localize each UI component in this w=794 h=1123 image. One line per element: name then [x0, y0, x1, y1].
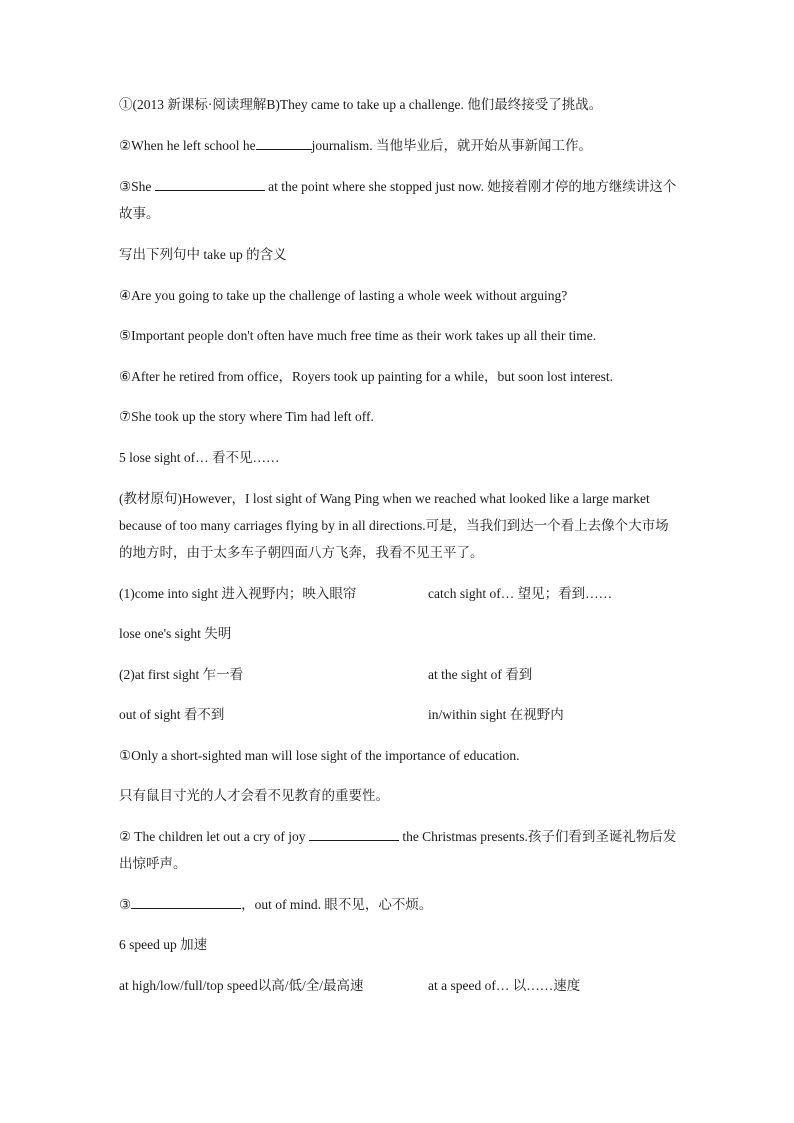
section-instruction: 写出下列句中 take up 的含义 [119, 247, 287, 262]
translation-short-sighted: 只有鼠目寸光的人才会看不见教育的重要性。 [119, 788, 389, 803]
phrase-at-a-speed-of: at a speed of… 以……速度 [428, 978, 581, 993]
sentence-start: ② The children let out a cry of joy [119, 829, 306, 844]
exercise-out-of-mind [119, 891, 679, 918]
phrase-row-3 [119, 701, 679, 728]
sentence-4: ④Are you going to take up the challenge of lasting a whole week without arguing? [119, 288, 568, 303]
answer-blank[interactable] [155, 177, 265, 191]
example-sentence-short-sighted: ①Only a short-sighted man will lose sight of the importance of education. [119, 748, 520, 763]
phrase-row-1 [119, 580, 679, 607]
sentence-end: at the point where she stopped just now. 她接着刚才停的地方继续讲这个故事。 [119, 179, 677, 221]
sentence-end: the Christmas presents.孩子们看到圣诞礼物后发出惊呼声。 [119, 829, 677, 871]
phrase-catch-sight-of: catch sight of… 望见；看到…… [428, 586, 613, 601]
phrase-at-the-sight-of: at the sight of 看到 [428, 667, 533, 682]
sentence-end: ，out of mind. 眼不见，心不烦。 [241, 897, 433, 912]
sentence-start: ②When he left school he [119, 138, 256, 153]
phrase-in-within-sight: in/within sight 在视野内 [428, 707, 564, 722]
phrase-lose-ones-sight: lose one's sight 失明 [119, 626, 232, 641]
phrase-row-speed [119, 972, 679, 999]
phrase-at-first-sight: (2)at first sight 乍一看 [119, 667, 244, 682]
exercise-sentence-3 [119, 173, 679, 227]
heading-speed-up: 6 speed up 加速 [119, 937, 208, 952]
exercise-sentence-2 [119, 132, 679, 159]
sentence-6: ⑥After he retired from office，Royers took up painting for a while，but soon lost interest. [119, 369, 613, 384]
phrase-row-2 [119, 661, 679, 688]
phrase-at-high-speed: at high/low/full/top speed以高/低/全/最高速 [119, 978, 364, 993]
answer-blank[interactable] [256, 136, 312, 150]
sentence-start: ③ [119, 897, 132, 912]
textbook-original-sentence: (教材原句)However，I lost sight of Wang Ping when we reached what looked like a large market because of too many carriages flying by in all directions.可是，当我们到达一个看上去像个大市场的地方时，由于太多车子朝四面八方飞奔，我看不见王平了。 [119, 491, 669, 560]
sentence-end: journalism. 当他毕业后，就开始从事新闻工作。 [311, 138, 593, 153]
heading-lose-sight-of: 5 lose sight of… 看不见…… [119, 450, 280, 465]
answer-blank[interactable] [309, 827, 399, 841]
sentence-5: ⑤Important people don't often have much free time as their work takes up all their time. [119, 328, 597, 343]
phrase-come-into-sight: (1)come into sight 进入视野内；映入眼帘 [119, 586, 357, 601]
phrase-out-of-sight: out of sight 看不到 [119, 707, 225, 722]
sentence-start: ③She [119, 179, 152, 194]
answer-blank[interactable] [131, 895, 241, 909]
exercise-christmas-presents [119, 823, 679, 877]
example-sentence-1: ①(2013 新课标·阅读理解B)They came to take up a challenge. 他们最终接受了挑战。 [119, 97, 603, 112]
sentence-7: ⑦She took up the story where Tim had left off. [119, 409, 374, 424]
